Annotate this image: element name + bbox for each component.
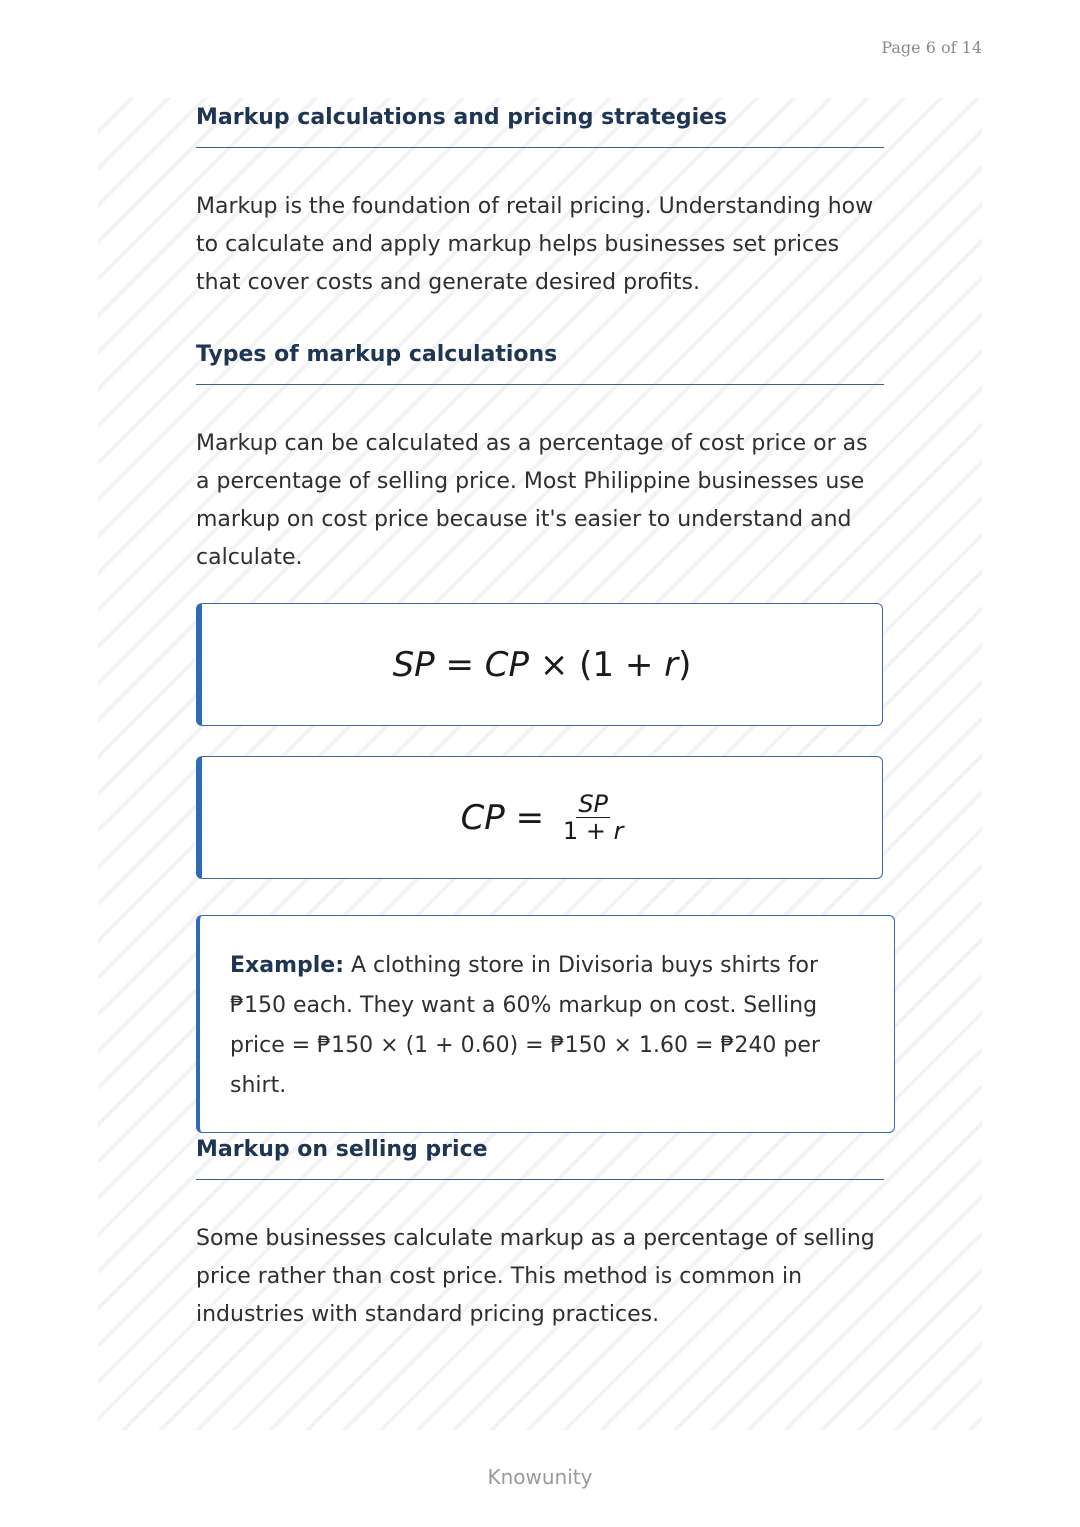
types-paragraph: Markup can be calculated as a percentage of cost price or as a percentage of selling price. Most Philippine businesses use markup on cost price because it's easier to understand and calculate. — [196, 431, 868, 570]
formula-cost-price — [196, 756, 883, 879]
page-number: Page 6 of 14 — [881, 38, 982, 57]
example-callout — [196, 915, 895, 1133]
selling-price-heading: Markup on selling price — [196, 1135, 884, 1180]
example-label: Example: — [230, 953, 344, 978]
formula-selling-price — [196, 603, 883, 726]
footer-brand: Knowunity — [487, 1465, 593, 1489]
section-title: Markup calculations and pricing strategies — [196, 103, 884, 148]
formula-fraction: $\frac{SP}{1 + r}$ — [562, 790, 624, 845]
formula-sp-expression: SP = CP × (1 + r ) — [392, 644, 692, 685]
formula-cp-expression: CP = $\frac{SP}{1 + r}$ — [460, 790, 624, 845]
intro-paragraph: Markup is the foundation of retail pricing. Understanding how to calculate and apply markup helps businesses set prices that cover costs and generate desired profits. — [196, 194, 874, 295]
types-heading: Types of markup calculations — [196, 340, 884, 385]
example-text: A clothing store in Divisoria buys shirts for ₱150 each. They want a 60% markup on cost. Selling price = ₱150 × (1 + 0.60) = ₱150 × 1.60 = ₱240 per shirt. — [230, 953, 820, 1098]
selling-price-paragraph: Some businesses calculate markup as a percentage of selling price rather than cost price. This method is common in industries with standard pricing practices. — [196, 1226, 875, 1327]
